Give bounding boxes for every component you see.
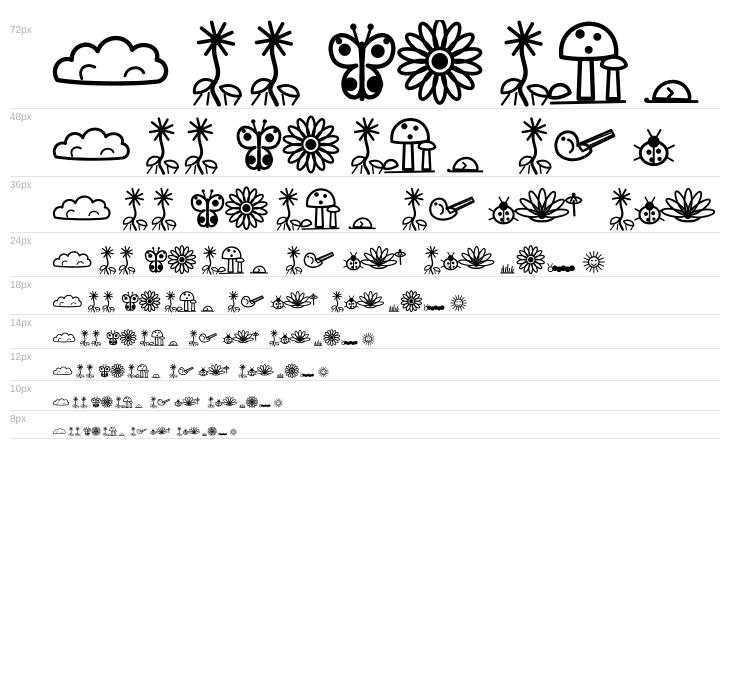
mushroom-icon — [177, 292, 196, 312]
size-label: 36px — [10, 180, 32, 191]
flower-icon — [88, 291, 100, 312]
flower-icon — [80, 330, 89, 346]
shell-flower-icon — [233, 330, 254, 343]
flower-icon — [128, 364, 136, 378]
flower-icon — [425, 247, 440, 274]
daisy-icon — [285, 364, 299, 378]
size-label: 72px — [10, 25, 32, 36]
butterfly-icon — [107, 330, 119, 345]
glyph-sample — [53, 108, 720, 176]
butterfly-icon — [99, 365, 109, 377]
bird-icon — [430, 197, 474, 219]
glyph-sample — [53, 348, 720, 380]
flower-icon — [277, 189, 300, 230]
cloud-icon — [55, 38, 166, 83]
snail-icon — [135, 405, 142, 408]
daisy-icon — [120, 329, 136, 345]
daisy-icon — [398, 20, 482, 103]
glyph-strip — [53, 20, 720, 108]
flower-icon — [165, 291, 177, 312]
glyph-strip — [53, 410, 720, 438]
mushroom-icon — [136, 365, 149, 378]
glyph-strip — [53, 276, 720, 314]
snail-icon — [168, 342, 178, 346]
shell-flower-icon — [181, 397, 196, 406]
size-label: 10px — [10, 384, 32, 395]
preview-row — [10, 380, 720, 411]
sun-icon — [318, 367, 329, 378]
flower-icon — [170, 364, 178, 378]
preview-row — [10, 108, 720, 177]
shell-flower-icon — [188, 427, 200, 434]
daisy-icon — [168, 246, 196, 274]
snail-icon — [644, 82, 697, 103]
flower-icon — [611, 189, 634, 230]
flower-icon — [189, 330, 198, 346]
preview-row — [10, 314, 720, 349]
cloud-icon — [54, 129, 128, 159]
flower-icon — [194, 22, 240, 104]
flower-icon — [100, 247, 115, 274]
preview-row — [10, 410, 720, 439]
size-label: 18px — [10, 280, 32, 291]
flower-icon — [186, 119, 217, 174]
glyph-strip — [53, 108, 720, 176]
ladybug-icon — [344, 252, 364, 269]
flower-icon — [270, 330, 279, 346]
glyph-sample — [53, 314, 720, 348]
flower-icon — [103, 427, 108, 436]
preview-row — [10, 276, 720, 315]
flower-icon — [332, 291, 344, 312]
caterpillar-icon — [218, 432, 227, 435]
bird-icon — [179, 367, 194, 374]
butterfly-icon — [84, 427, 91, 435]
grass-icon — [389, 305, 399, 311]
flower-icon — [208, 397, 214, 408]
butterfly-icon — [146, 247, 167, 272]
daisy-icon — [91, 427, 100, 436]
glyph-sample — [53, 380, 720, 410]
ladybug-icon — [247, 367, 257, 376]
flower-icon — [124, 189, 147, 230]
ladybug-icon — [174, 399, 182, 406]
butterfly-icon — [122, 292, 138, 311]
shell-flower-icon — [357, 291, 384, 307]
cloud-icon — [54, 197, 110, 220]
flower-icon — [203, 247, 218, 274]
ladybug-icon — [489, 197, 519, 223]
size-label: 48px — [10, 112, 32, 123]
cloud-icon — [53, 295, 81, 306]
glyph-sample — [53, 410, 720, 438]
flower-icon — [352, 119, 383, 174]
shell-flower-icon — [361, 247, 397, 269]
ladybug-icon — [635, 130, 674, 165]
bird-icon — [556, 130, 614, 160]
size-label: 14px — [10, 318, 32, 329]
shell-flower-icon — [156, 427, 168, 434]
snail-icon — [201, 306, 214, 311]
flower-icon — [92, 330, 101, 346]
shell-flower-icon — [284, 291, 311, 307]
glyph-sample — [53, 276, 720, 314]
flower-icon — [140, 330, 149, 346]
butterfly-icon — [192, 189, 223, 226]
butterfly-icon — [331, 24, 394, 99]
flower-icon — [403, 189, 426, 230]
cloud-icon — [53, 399, 68, 405]
sun-icon — [230, 428, 237, 435]
preview-row — [10, 176, 720, 233]
daisy-icon — [139, 291, 160, 312]
size-label: 12px — [10, 352, 32, 363]
snail-icon — [119, 433, 125, 435]
shell-flower-icon — [289, 330, 310, 343]
mushroom-icon — [384, 119, 435, 172]
flower-icon — [77, 364, 85, 378]
flower-icon — [81, 397, 87, 408]
flower-icon — [131, 427, 136, 436]
ladybug-icon — [635, 197, 665, 223]
flower-icon — [502, 22, 548, 104]
sun-icon — [451, 295, 467, 311]
butterfly-icon — [92, 397, 101, 407]
daisy-icon — [101, 396, 113, 408]
cloud-icon — [53, 333, 75, 342]
cloud-icon — [54, 252, 91, 267]
shell-flower-icon — [458, 247, 494, 269]
grass-icon — [314, 340, 322, 345]
grass-icon — [240, 404, 246, 408]
flower-icon — [69, 427, 74, 436]
snail-icon — [250, 266, 268, 273]
flower-icon — [177, 427, 182, 436]
flower-icon — [115, 397, 121, 408]
ladybug-icon — [279, 333, 290, 343]
ladybug-icon — [344, 296, 359, 309]
shell-flower-icon — [256, 364, 274, 375]
sun-icon — [362, 333, 374, 345]
bird-icon — [137, 429, 147, 434]
caterpillar-icon — [548, 263, 575, 271]
flower-icon — [103, 291, 115, 312]
glyph-strip — [53, 314, 720, 348]
grass-icon — [277, 373, 284, 377]
ladybug-icon — [182, 429, 189, 435]
ladybug-icon — [198, 367, 208, 376]
snail-icon — [349, 218, 375, 228]
size-label: 24px — [10, 236, 32, 247]
bird-icon — [200, 333, 217, 342]
ladybug-icon — [150, 429, 157, 435]
ladybug-icon — [215, 399, 223, 406]
daisy-icon — [283, 117, 339, 173]
bird-icon — [158, 399, 170, 405]
flower-icon — [252, 22, 298, 104]
bird-icon — [304, 252, 333, 267]
preview-row — [10, 20, 720, 109]
preview-row — [10, 232, 720, 277]
ladybug-icon — [441, 252, 461, 269]
grass-icon — [501, 264, 514, 273]
flower-icon — [286, 247, 301, 274]
caterpillar-icon — [259, 404, 270, 407]
bird-icon — [242, 296, 264, 307]
flower-icon — [73, 397, 79, 408]
mushroom-icon — [550, 24, 626, 103]
daisy-icon — [111, 364, 125, 378]
glyph-strip — [53, 380, 720, 410]
size-label: 8px — [10, 414, 27, 425]
daisy-icon — [208, 427, 217, 436]
mushroom-icon — [301, 189, 339, 229]
flower-icon — [153, 189, 176, 230]
glyph-strip — [53, 176, 720, 232]
caterpillar-icon — [300, 373, 313, 377]
sun-icon — [274, 399, 283, 408]
butterfly-icon — [238, 120, 280, 170]
shell-flower-icon — [207, 364, 225, 375]
flower-icon — [147, 119, 178, 174]
mushroom-icon — [150, 330, 165, 345]
glyph-strip — [53, 232, 720, 276]
glyph-sample — [53, 176, 720, 232]
mushroom-icon — [219, 247, 244, 273]
glyph-strip — [53, 348, 720, 380]
cloud-icon — [53, 367, 72, 375]
mushroom-icon — [108, 427, 116, 436]
daisy-icon — [246, 396, 258, 408]
caterpillar-icon — [342, 340, 358, 345]
mushroom-icon — [122, 397, 133, 408]
flower-icon — [86, 364, 94, 378]
ladybug-icon — [271, 296, 286, 309]
daisy-icon — [225, 187, 267, 229]
caterpillar-icon — [424, 304, 444, 310]
flower-icon — [239, 364, 247, 378]
shell-flower-icon — [222, 397, 237, 406]
flower-icon — [520, 119, 551, 174]
snail-icon — [152, 374, 161, 377]
glyph-sample — [53, 232, 720, 276]
preview-row — [10, 348, 720, 381]
glyph-sample — [53, 20, 720, 108]
daisy-icon — [401, 291, 422, 312]
flower-icon — [150, 397, 156, 408]
shell-flower-icon — [515, 189, 569, 222]
flower-icon — [119, 247, 134, 274]
daisy-icon — [517, 246, 545, 274]
snail-icon — [447, 158, 482, 172]
grass-icon — [202, 433, 206, 436]
ladybug-icon — [223, 333, 234, 343]
flower-icon — [75, 427, 80, 436]
cloud-icon — [53, 429, 65, 434]
flower-icon — [228, 291, 240, 312]
daisy-icon — [324, 329, 340, 345]
shell-flower-icon — [661, 189, 715, 222]
sun-icon — [583, 251, 604, 272]
